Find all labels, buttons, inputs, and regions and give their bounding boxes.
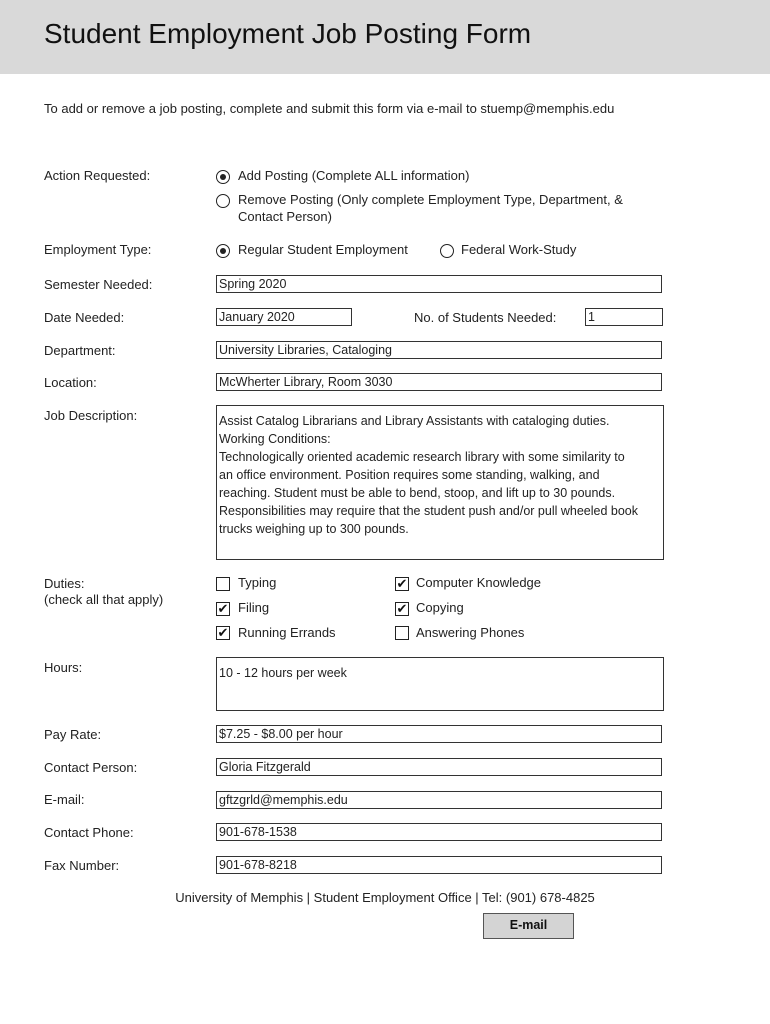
job-description-line: reaching. Student must be able to bend, stoop, and lift up to 30 pounds. — [219, 486, 616, 500]
fax-label: Fax Number: — [44, 858, 120, 873]
contact-person-label: Contact Person: — [44, 760, 138, 775]
location-field[interactable]: McWherter Library, Room 3030 — [216, 373, 662, 391]
duties-sublabel: (check all that apply) — [44, 592, 164, 607]
remove-posting-label-cont: Contact Person) — [238, 209, 332, 224]
add-posting-radio[interactable] — [216, 170, 230, 184]
students-needed-field[interactable]: 1 — [585, 308, 663, 326]
footer-text — [0, 890, 770, 905]
semester-field[interactable]: Spring 2020 — [216, 275, 662, 293]
remove-posting-label: Remove Posting (Only complete Employment Type, Department, & — [238, 192, 623, 207]
job-description-line: Assist Catalog Librarians and Library Assistants with cataloging duties. — [219, 414, 610, 428]
copying-label: Copying — [416, 600, 464, 615]
regular-employment-label: Regular Student Employment — [238, 242, 408, 257]
contact-phone-field[interactable]: 901-678-1538 — [216, 823, 662, 841]
answering-phones-checkbox[interactable] — [395, 626, 409, 640]
filing-label: Filing — [238, 600, 270, 615]
federal-work-study-radio[interactable] — [440, 244, 454, 258]
computer-knowledge-label: Computer Knowledge — [416, 575, 542, 590]
contact-person-field[interactable]: Gloria Fitzgerald — [216, 758, 662, 776]
date-needed-field[interactable]: January 2020 — [216, 308, 352, 326]
email-button[interactable]: E-mail — [483, 913, 574, 939]
location-label: Location: — [44, 375, 97, 390]
federal-work-study-label: Federal Work-Study — [461, 242, 577, 257]
employment-type-label: Employment Type: — [44, 242, 152, 257]
email-field[interactable]: gftzgrld@memphis.edu — [216, 791, 662, 809]
filing-checkbox[interactable]: ✔ — [217, 601, 229, 616]
job-description-line: Responsibilities may require that the student push and/or pull wheeled book — [219, 504, 639, 518]
date-needed-label: Date Needed: — [44, 310, 125, 325]
job-description-line: Technologically oriented academic research library with some similarity to — [219, 450, 625, 464]
job-description-label: Job Description: — [44, 408, 138, 423]
students-needed-label: No. of Students Needed: — [414, 310, 557, 325]
page-title: Student Employment Job Posting Form — [44, 18, 532, 49]
hours-field[interactable] — [216, 657, 664, 711]
typing-checkbox[interactable] — [216, 577, 230, 591]
job-description-line: trucks weighing up to 300 pounds. — [219, 522, 409, 536]
header-bar — [0, 0, 770, 74]
pay-rate-label: Pay Rate: — [44, 727, 102, 742]
regular-employment-radio[interactable] — [216, 244, 230, 258]
running-errands-label: Running Errands — [238, 625, 336, 640]
footer-line: University of Memphis | Student Employment Office | Tel: (901) 678-4825 — [175, 890, 595, 905]
action-label: Action Requested: — [44, 168, 151, 183]
job-description-field[interactable] — [216, 405, 664, 560]
running-errands-checkbox[interactable]: ✔ — [217, 625, 229, 640]
department-label: Department: — [44, 343, 116, 358]
fax-field[interactable]: 901-678-8218 — [216, 856, 662, 874]
department-field[interactable]: University Libraries, Cataloging — [216, 341, 662, 359]
semester-label: Semester Needed: — [44, 277, 153, 292]
hours-value: 10 - 12 hours per week — [219, 666, 347, 680]
copying-checkbox[interactable]: ✔ — [396, 601, 408, 616]
duties-label: Duties: — [44, 576, 85, 591]
hours-label: Hours: — [44, 660, 83, 675]
typing-label: Typing — [238, 575, 277, 590]
contact-phone-label: Contact Phone: — [44, 825, 134, 840]
email-label: E-mail: — [44, 792, 85, 807]
remove-posting-radio[interactable] — [216, 194, 230, 208]
intro-text: To add or remove a job posting, complete and submit this form via e-mail to stuemp@memphis.edu — [44, 101, 615, 116]
job-description-line: an office environment. Position requires some standing, walking, and — [219, 468, 600, 482]
pay-rate-field[interactable]: $7.25 - $8.00 per hour — [216, 725, 662, 743]
answering-phones-label: Answering Phones — [416, 625, 525, 640]
add-posting-label: Add Posting (Complete ALL information) — [238, 168, 470, 183]
job-description-line: Working Conditions: — [219, 432, 331, 446]
computer-knowledge-checkbox[interactable]: ✔ — [396, 576, 408, 591]
